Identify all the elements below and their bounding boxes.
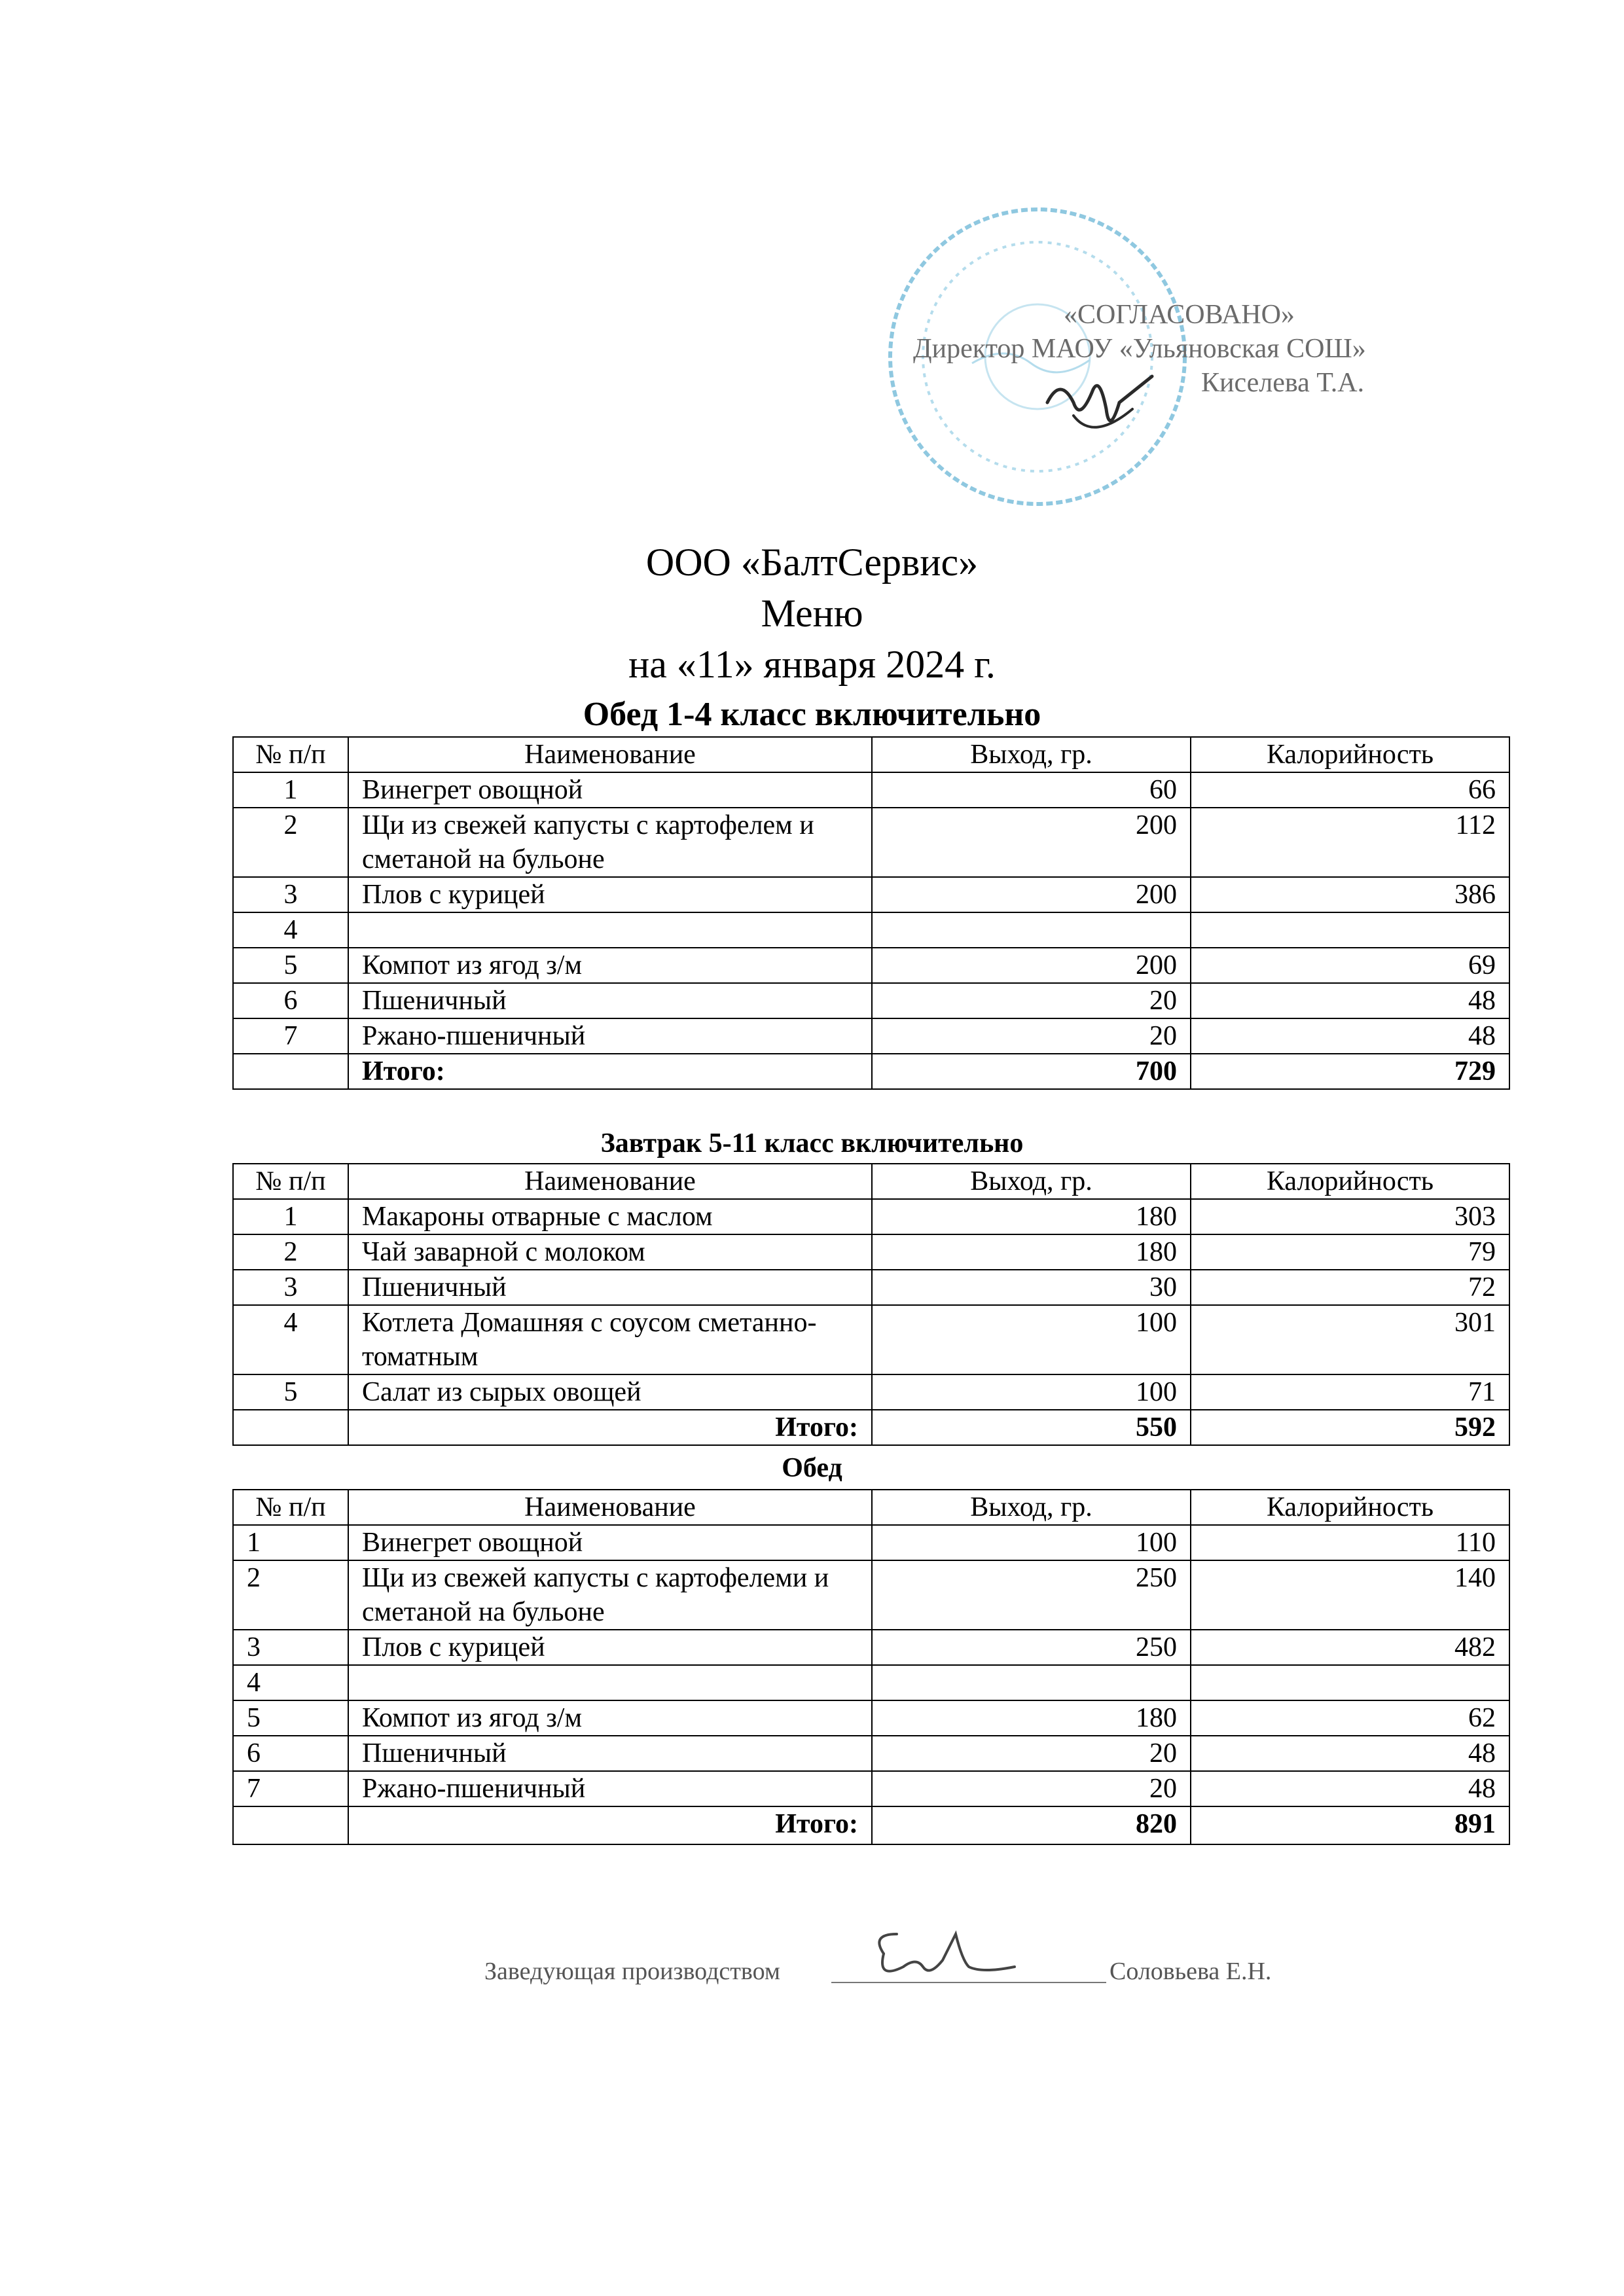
table-row (233, 772, 1509, 808)
total-label: Итого: (348, 1410, 872, 1445)
total-calories: 891 (1191, 1806, 1509, 1844)
table-header-row (233, 1490, 1509, 1525)
row-yield (872, 1665, 1191, 1700)
row-calories (1191, 1665, 1509, 1700)
total-empty-cell (233, 1806, 348, 1844)
row-num: 7 (233, 1771, 348, 1806)
table-header-row (233, 737, 1509, 772)
column-header-calories: Калорийность (1191, 1164, 1509, 1199)
row-num: 2 (233, 808, 348, 877)
table-row (233, 1771, 1509, 1806)
row-name: Винегрет овощной (348, 1525, 872, 1560)
row-yield: 100 (872, 1374, 1191, 1410)
table-row (233, 983, 1509, 1018)
row-num: 5 (233, 948, 348, 983)
row-name: Компот из ягод з/м (348, 1700, 872, 1736)
table-row (233, 1018, 1509, 1054)
approval-title: «СОГЛАСОВАНО» (1064, 300, 1295, 330)
row-calories: 112 (1191, 808, 1509, 877)
row-num: 3 (233, 1270, 348, 1305)
menu-table-breakfast-5-11 (232, 1163, 1510, 1446)
row-calories: 79 (1191, 1234, 1509, 1270)
total-yield: 550 (872, 1410, 1191, 1445)
total-row (233, 1806, 1509, 1844)
director-signature (1034, 363, 1165, 455)
row-calories: 48 (1191, 1018, 1509, 1054)
row-name: Компот из ягод з/м (348, 948, 872, 983)
total-empty-cell (233, 1410, 348, 1445)
section-title-breakfast-5-11: Завтрак 5-11 класс включительно (600, 1128, 1024, 1158)
section-title-lunch: Обед (782, 1453, 842, 1483)
column-header-name: Наименование (348, 1164, 872, 1199)
row-calories: 72 (1191, 1270, 1509, 1305)
row-calories (1191, 912, 1509, 948)
row-yield: 200 (872, 877, 1191, 912)
column-header-calories: Калорийность (1191, 737, 1509, 772)
row-name: Пшеничный (348, 983, 872, 1018)
table-row (233, 1736, 1509, 1771)
row-num: 3 (233, 877, 348, 912)
total-empty-cell (233, 1054, 348, 1089)
row-name: Пшеничный (348, 1270, 872, 1305)
row-num: 5 (233, 1700, 348, 1736)
row-calories: 48 (1191, 1736, 1509, 1771)
column-header-name: Наименование (348, 737, 872, 772)
table-row (233, 1525, 1509, 1560)
row-name: Щи из свежей капусты с картофелеми и сметаной на бульоне (348, 1560, 872, 1630)
row-yield: 20 (872, 983, 1191, 1018)
menu-date: на «11» января 2024 г. (628, 643, 996, 686)
column-header-num: № п/п (233, 1164, 348, 1199)
row-num: 4 (233, 1665, 348, 1700)
table-row (233, 1630, 1509, 1665)
footer-role: Заведующая производством (484, 1958, 780, 1985)
column-header-num: № п/п (233, 1490, 348, 1525)
table-row (233, 1665, 1509, 1700)
row-num: 4 (233, 912, 348, 948)
company-name: ООО «БалтСервис» (645, 541, 979, 584)
row-yield: 30 (872, 1270, 1191, 1305)
row-name: Котлета Домашняя с соусом сметанно-томатным (348, 1305, 872, 1374)
row-num: 7 (233, 1018, 348, 1054)
total-yield: 700 (872, 1054, 1191, 1089)
row-num: 6 (233, 1736, 348, 1771)
total-label: Итого: (348, 1054, 872, 1089)
manager-signature (857, 1921, 1028, 1993)
row-calories: 62 (1191, 1700, 1509, 1736)
table-row (233, 1560, 1509, 1630)
row-name: Чай заварной с молоком (348, 1234, 872, 1270)
table-row (233, 1234, 1509, 1270)
total-calories: 592 (1191, 1410, 1509, 1445)
row-num: 4 (233, 1305, 348, 1374)
row-yield: 250 (872, 1560, 1191, 1630)
table-row (233, 948, 1509, 983)
table-row (233, 808, 1509, 877)
row-name: Плов с курицей (348, 877, 872, 912)
row-name: Ржано-пшеничный (348, 1018, 872, 1054)
row-name: Ржано-пшеничный (348, 1771, 872, 1806)
row-yield: 60 (872, 772, 1191, 808)
row-calories: 48 (1191, 983, 1509, 1018)
approval-name: Киселева Т.А. (1201, 368, 1365, 398)
row-num: 2 (233, 1560, 348, 1630)
row-yield: 180 (872, 1700, 1191, 1736)
row-calories: 482 (1191, 1630, 1509, 1665)
column-header-yield: Выход, гр. (872, 1164, 1191, 1199)
row-yield: 20 (872, 1736, 1191, 1771)
row-calories: 301 (1191, 1305, 1509, 1374)
row-name: Макароны отварные с маслом (348, 1199, 872, 1234)
row-num: 3 (233, 1630, 348, 1665)
footer-signature-block (484, 1950, 1335, 2003)
document-title: Меню (761, 592, 863, 635)
row-yield: 200 (872, 808, 1191, 877)
table-row (233, 1305, 1509, 1374)
row-num: 1 (233, 772, 348, 808)
section-title-lunch-1-4: Обед 1-4 класс включительно (583, 696, 1041, 733)
column-header-calories: Калорийность (1191, 1490, 1509, 1525)
row-calories: 303 (1191, 1199, 1509, 1234)
total-calories: 729 (1191, 1054, 1509, 1089)
row-yield (872, 912, 1191, 948)
table-header-row (233, 1164, 1509, 1199)
row-num: 2 (233, 1234, 348, 1270)
row-name (348, 912, 872, 948)
row-yield: 180 (872, 1234, 1191, 1270)
row-calories: 386 (1191, 877, 1509, 912)
row-yield: 20 (872, 1018, 1191, 1054)
footer-name: Соловьева Е.Н. (1110, 1958, 1272, 1985)
table-row (233, 1374, 1509, 1410)
approval-position: Директор МАОУ «Ульяновская СОШ» (913, 334, 1366, 364)
row-num: 5 (233, 1374, 348, 1410)
menu-table-lunch-1-4 (232, 736, 1510, 1090)
row-yield: 180 (872, 1199, 1191, 1234)
column-header-yield: Выход, гр. (872, 737, 1191, 772)
row-calories: 110 (1191, 1525, 1509, 1560)
column-header-name: Наименование (348, 1490, 872, 1525)
column-header-yield: Выход, гр. (872, 1490, 1191, 1525)
row-calories: 48 (1191, 1771, 1509, 1806)
row-name: Салат из сырых овощей (348, 1374, 872, 1410)
row-name: Плов с курицей (348, 1630, 872, 1665)
row-name: Винегрет овощной (348, 772, 872, 808)
total-yield: 820 (872, 1806, 1191, 1844)
table-row (233, 1700, 1509, 1736)
row-calories: 69 (1191, 948, 1509, 983)
row-name (348, 1665, 872, 1700)
approval-block (913, 298, 1502, 400)
row-calories: 66 (1191, 772, 1509, 808)
row-yield: 250 (872, 1630, 1191, 1665)
row-name: Щи из свежей капусты с картофелем и сметаной на бульоне (348, 808, 872, 877)
row-num: 6 (233, 983, 348, 1018)
total-row (233, 1054, 1509, 1089)
row-yield: 20 (872, 1771, 1191, 1806)
total-label: Итого: (348, 1806, 872, 1844)
row-num: 1 (233, 1525, 348, 1560)
row-yield: 100 (872, 1525, 1191, 1560)
table-row (233, 1199, 1509, 1234)
menu-table-lunch (232, 1489, 1510, 1845)
total-row (233, 1410, 1509, 1445)
row-yield: 100 (872, 1305, 1191, 1374)
table-row (233, 1270, 1509, 1305)
row-num: 1 (233, 1199, 348, 1234)
table-row (233, 877, 1509, 912)
table-row (233, 912, 1509, 948)
row-name: Пшеничный (348, 1736, 872, 1771)
column-header-num: № п/п (233, 737, 348, 772)
row-calories: 140 (1191, 1560, 1509, 1630)
row-yield: 200 (872, 948, 1191, 983)
row-calories: 71 (1191, 1374, 1509, 1410)
